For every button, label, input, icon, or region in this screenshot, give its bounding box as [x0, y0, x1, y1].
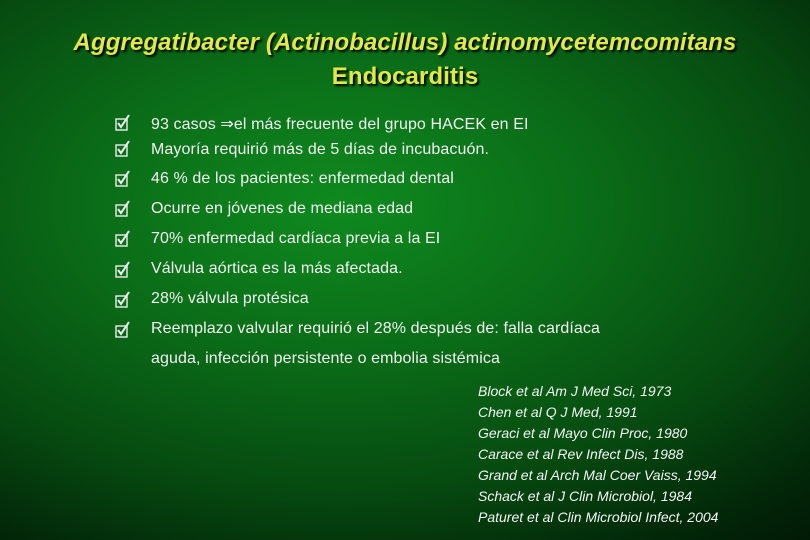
reference-item: Schack et al J Clin Microbiol, 1984: [478, 488, 692, 504]
bullet-text: Mayoría requirió más de 5 días de incubacuón.: [151, 141, 490, 158]
checkbox-check-icon: [112, 169, 132, 189]
reference-item: Carace et al Rev Infect Dis, 1988: [478, 446, 684, 462]
reference-list: [478, 381, 718, 528]
checkbox-check-icon: [112, 113, 132, 133]
reference-item: Chen et al Q J Med, 1991: [478, 404, 638, 420]
checkbox-check-icon: [112, 229, 132, 249]
bullet-text: 70% enfermedad cardíaca previa a la EI: [151, 230, 441, 247]
bullet-text: 46 % de los pacientes: enfermedad dental: [151, 170, 454, 187]
bullet-text: 28% válvula protésica: [151, 290, 309, 307]
reference-item: Grand et al Arch Mal Coer Vaiss, 1994: [478, 467, 717, 483]
reference-item: Block et al Am J Med Sci, 1973: [478, 383, 672, 399]
bullet-text: Ocurre en jóvenes de mediana edad: [151, 200, 414, 217]
checkbox-check-icon: [112, 260, 132, 280]
reference-item: Paturet et al Clin Microbiol Infect, 2004: [478, 509, 719, 525]
slide-title: Aggregatibacter (Actinobacillus) actinomycetemcomitans: [73, 29, 737, 56]
slide-subtitle: Endocarditis: [331, 63, 479, 90]
bullet-text: Reemplazo valvular requirió el 28% después de: falla cardíaca: [151, 320, 601, 337]
checkbox-check-icon: [112, 320, 132, 340]
bullet-text-continuation: aguda, infección persistente o embolia sistémica: [151, 350, 500, 367]
checkbox-check-icon: [112, 139, 132, 159]
bullet-text: 93 casos ⇒el más frecuente del grupo HACEK en EI: [151, 116, 529, 133]
reference-item: Geraci et al Mayo Clin Proc, 1980: [478, 425, 688, 441]
checkbox-check-icon: [112, 199, 132, 219]
bullet-text: Válvula aórtica es la más afectada.: [151, 260, 403, 277]
checkbox-check-icon: [112, 290, 132, 310]
